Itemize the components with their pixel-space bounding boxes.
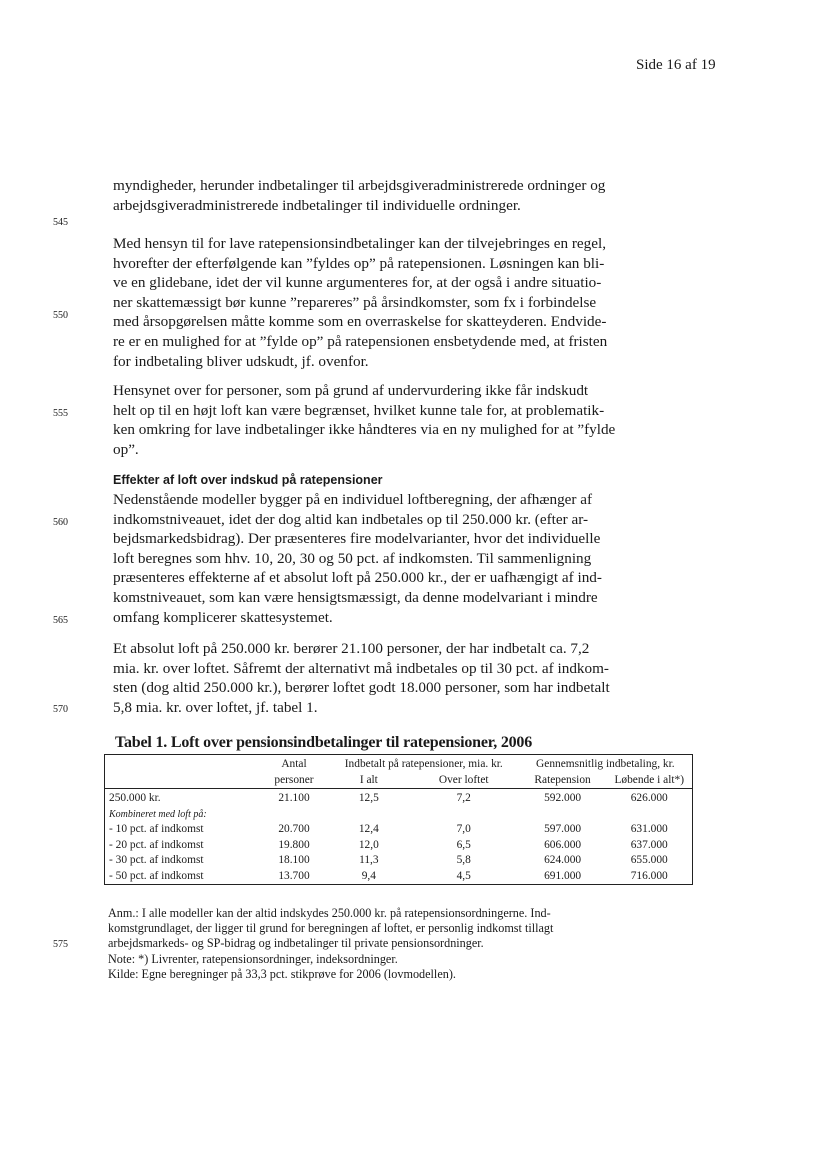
cell-ratepension: 606.000: [544, 838, 582, 851]
text-line: for indbetaling bliver udskudt, jf. ovenfor.: [113, 352, 369, 370]
cell-lobende: 626.000: [630, 792, 668, 805]
cell-ratepension: 592.000: [544, 792, 582, 805]
page-number: Side 16 af 19: [636, 57, 716, 73]
text-line: arbejdsgiveradministrerede indbetalinger til individuelle ordninger.: [113, 196, 521, 214]
text-line: præsenteres effekterne af et absolut loft på 250.000 kr., der er uafhængigt af ind-: [113, 569, 602, 587]
cell-over-loftet: 6,5: [456, 838, 471, 851]
line-number: 575: [53, 939, 68, 950]
cell-ratepension: 597.000: [544, 823, 582, 836]
table-notes: [108, 906, 628, 982]
note-line: arbejdsmarkeds- og SP-bidrag og indbetalinger til private pensionsordninger.: [108, 936, 484, 951]
cell-over-loftet: 5,8: [456, 854, 471, 867]
table-subheader-row: [105, 773, 693, 789]
text-line: med årsopgørelsen måtte komme som en overraskelse for skatteyderen. Endvide-: [113, 313, 607, 331]
col-header-antal: Antal: [281, 758, 307, 771]
paragraph-4: [113, 490, 626, 627]
text-line: loft beregnes som hhv. 10, 20, 30 og 50 pct. af indkomsten. Til sammenligning: [113, 549, 592, 567]
line-number: 565: [53, 615, 68, 626]
text-line: myndigheder, herunder indbetalinger til arbejdsgiveradministrerede ordninger og: [113, 177, 606, 194]
row-label: - 50 pct. af indkomst: [109, 869, 204, 882]
table-header-row: [105, 755, 693, 773]
text-line: op”.: [113, 440, 139, 458]
text-line: 5,8 mia. kr. over loftet, jf. tabel 1.: [113, 698, 318, 716]
note-line: Anm.: I alle modeller kan der altid indskydes 250.000 kr. på ratepensionsordningerne. Ind-: [108, 906, 551, 920]
text-line: hvorefter der efterfølgende kan ”fyldes op” på ratepensionen. Løsningen kan bli-: [113, 254, 605, 272]
cell-antal: 19.800: [278, 838, 310, 851]
col-header-over-loftet: Over loftet: [409, 773, 519, 789]
text-line: komstniveauet, som kan være hensigtsmæssigt, da denne modelvariant i mindre: [113, 588, 598, 606]
text-line: ve en glidebane, idet der vil kunne argumenteres for, at der også i andre situatio-: [113, 274, 602, 292]
cell-lobende: 631.000: [630, 823, 668, 836]
text-line: sten (dog altid 250.000 kr.), berører loftet godt 18.000 personer, som har indbetalt: [113, 679, 610, 697]
cell-lobende: 716.000: [630, 869, 668, 882]
note-line: komstgrundlaget, der ligger til grund for beregningen af loftet, er personlig indkomst tillagt: [108, 921, 554, 936]
col-header-ratepension: Ratepension: [519, 773, 607, 789]
text-line: indkomstniveauet, idet der dog altid kan indbetales op til 250.000 kr. (efter ar-: [113, 510, 589, 528]
row-label: - 10 pct. af indkomst: [109, 823, 204, 836]
text-line: Et absolut loft på 250.000 kr. berører 21.100 personer, der har indbetalt ca. 7,2: [113, 640, 590, 657]
col-header-gennemsnit: Gennemsnitlig indbetaling, kr.: [536, 758, 675, 771]
text-line: Nedenstående modeller bygger på en individuel loftberegning, der afhænger af: [113, 491, 593, 508]
text-line: Hensynet over for personer, som på grund af undervurdering ikke får indskudt: [113, 382, 589, 399]
text-line: bejdsmarkedsbidrag). Der præsenteres fire modelvarianter, hvor det individuelle: [113, 530, 601, 548]
paragraph-3: [113, 381, 626, 459]
cell-antal: 20.700: [278, 823, 310, 836]
text-line: mia. kr. over loftet. Såfremt der alternativt må indbetales op til 30 pct. af indkom-: [113, 659, 609, 677]
note-line: Kilde: Egne beregninger på 33,3 pct. stikprøve for 2006 (lovmodellen).: [108, 966, 456, 981]
cell-i-alt: 12,0: [358, 838, 379, 851]
cell-i-alt: 9,4: [361, 869, 376, 882]
cell-over-loftet: 7,2: [456, 792, 471, 805]
table-row: [105, 869, 693, 885]
text-line: re er en mulighed for at ”fylde op” på ratepensionen ensbetydende med, at fristen: [113, 332, 608, 350]
paragraph-1: [113, 176, 626, 215]
cell-i-alt: 11,3: [359, 854, 379, 867]
col-header-lobende: Løbende i alt*): [607, 773, 693, 789]
cell-over-loftet: 4,5: [456, 869, 471, 882]
cell-antal: 21.100: [278, 792, 310, 805]
cell-antal: 18.100: [278, 854, 310, 867]
section-heading: Effekter af loft over indskud på ratepensioner: [113, 473, 383, 487]
line-number: 545: [53, 217, 68, 228]
category-label: Kombineret med loft på:: [109, 808, 207, 820]
note-line: Note: *) Livrenter, ratepensionsordninger, indeksordninger.: [108, 951, 398, 966]
table-row: [105, 853, 693, 869]
line-number: 550: [53, 310, 68, 321]
table-category-row: [105, 807, 693, 823]
col-header-i-alt: I alt: [329, 773, 409, 789]
cell-over-loftet: 7,0: [456, 823, 471, 836]
table-title: Tabel 1. Loft over pensionsindbetalinger til ratepensioner, 2006: [115, 734, 533, 751]
table-row: [105, 789, 693, 807]
text-line: Med hensyn til for lave ratepensionsindbetalinger kan der tilvejebringes en regel,: [113, 235, 607, 252]
cell-i-alt: 12,4: [358, 823, 379, 836]
table-row: [105, 822, 693, 838]
cell-ratepension: 624.000: [544, 854, 582, 867]
paragraph-5: [113, 639, 626, 717]
line-number: 555: [53, 408, 68, 419]
line-number: 560: [53, 517, 68, 528]
cell-lobende: 637.000: [630, 838, 668, 851]
col-header-indbetalt: Indbetalt på ratepensioner, mia. kr.: [344, 758, 503, 771]
cell-antal: 13.700: [278, 869, 310, 882]
row-label: - 30 pct. af indkomst: [109, 854, 204, 867]
paragraph-2: [113, 234, 626, 371]
row-label: - 20 pct. af indkomst: [109, 838, 204, 851]
cell-lobende: 655.000: [630, 854, 668, 867]
col-header-personer: personer: [259, 773, 329, 789]
text-line: omfang komplicerer skattesystemet.: [113, 608, 333, 626]
cell-ratepension: 691.000: [544, 869, 582, 882]
text-line: helt op til en højt loft kan være begrænset, hvilket kunne tale for, at problematik-: [113, 401, 605, 419]
table-row: [105, 838, 693, 854]
text-line: ner skattemæssigt bør kunne ”repareres” på årsindkomster, som fx i forbindelse: [113, 293, 597, 311]
data-table: [104, 754, 693, 885]
cell-i-alt: 12,5: [358, 792, 379, 805]
line-number: 570: [53, 704, 68, 715]
row-label: 250.000 kr.: [109, 792, 161, 805]
text-line: ken omkring for lave indbetalinger ikke håndteres via en ny mulighed for at ”fylde: [113, 421, 616, 439]
